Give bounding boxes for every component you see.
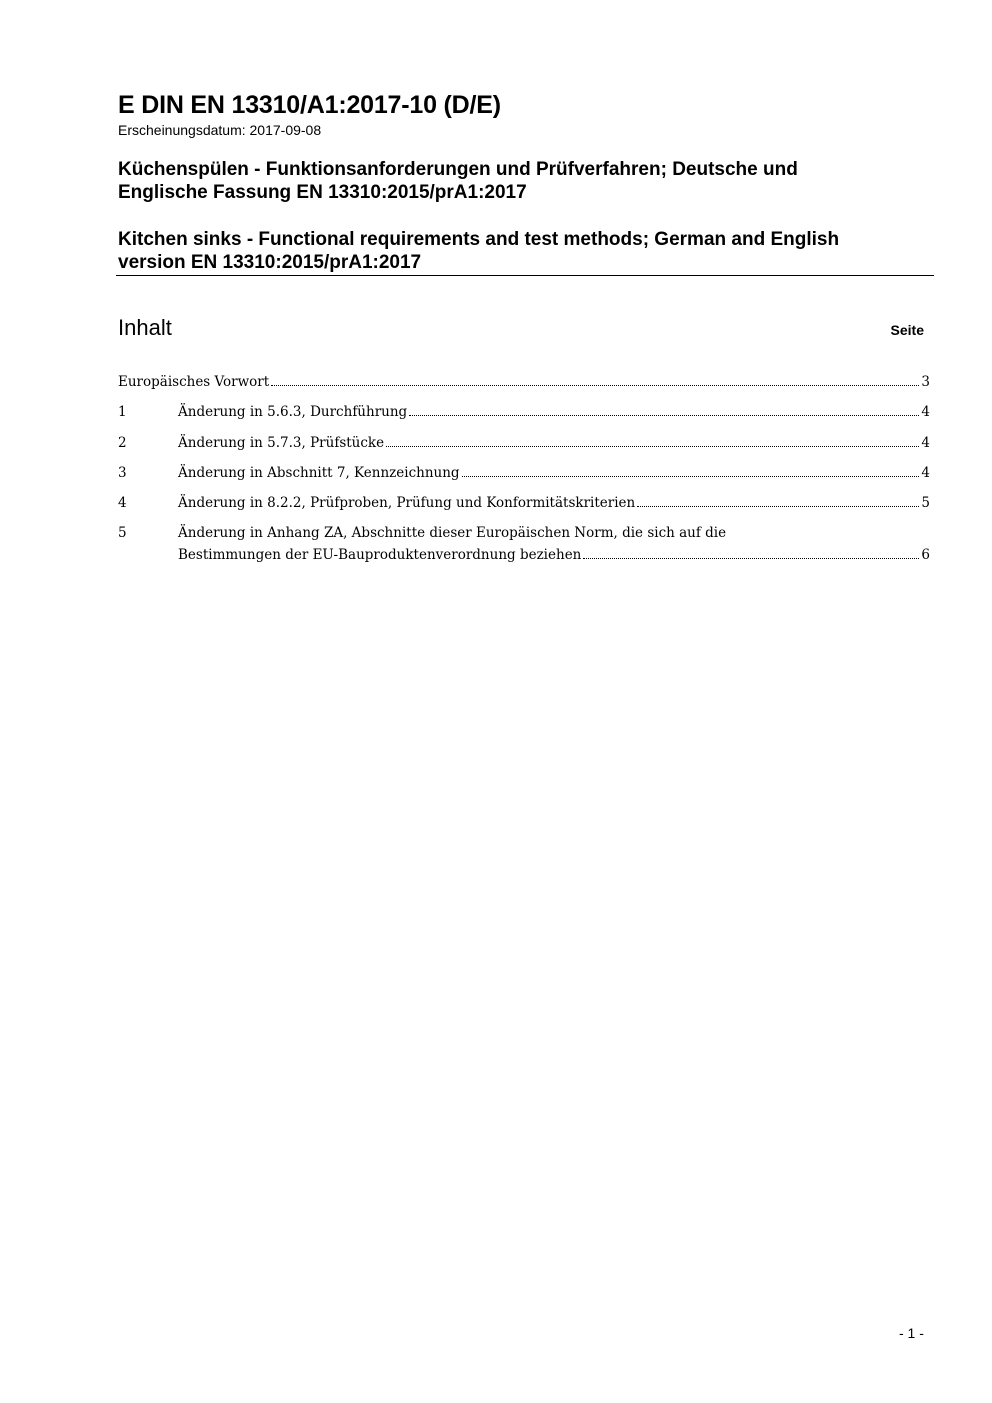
toc-entry-text: Änderung in 8.2.2, Prüfproben, Prüfung und Konformitätskriterien [178, 495, 636, 511]
toc-entry-text: Änderung in 5.7.3, Prüfstücke [178, 435, 385, 451]
toc-entry-foreword[interactable] [118, 371, 930, 393]
toc-entry-number: 1 [118, 404, 127, 420]
toc-entry-2[interactable] [118, 432, 930, 454]
toc-entry-text: Änderung in 5.6.3, Durchführung [178, 404, 408, 420]
toc-entry-page: 4 [921, 465, 930, 481]
toc-leader [462, 476, 920, 477]
toc-entry-page: 4 [921, 435, 930, 451]
toc-leader [271, 385, 919, 386]
page-number: - 1 - [899, 1325, 924, 1341]
toc-entry-5[interactable] [118, 522, 930, 566]
english-title-line-1: Kitchen sinks - Functional requirements and test methods; German and English [118, 229, 840, 250]
german-title-line-2: Englische Fassung EN 13310:2015/prA1:2017 [118, 182, 527, 203]
toc-leader [386, 446, 919, 447]
toc-entry-number: 5 [118, 525, 127, 541]
header-rule [116, 275, 934, 276]
toc-entry-1[interactable] [118, 401, 930, 423]
toc-entry-page: 6 [921, 547, 930, 563]
german-title [118, 158, 918, 204]
publication-date: Erscheinungsdatum: 2017-09-08 [118, 122, 322, 138]
toc-entry-text-line-2: Bestimmungen der EU-Bauproduktenverordnung beziehen [178, 547, 582, 563]
toc-heading: Inhalt [118, 315, 172, 340]
document-title: E DIN EN 13310/A1:2017-10 (D/E) [118, 91, 501, 119]
toc-entry-text: Änderung in Abschnitt 7, Kennzeichnung [178, 465, 460, 481]
english-title-line-2: version EN 13310:2015/prA1:2017 [118, 252, 422, 273]
toc-entry-page: 3 [921, 374, 930, 390]
toc-entry-number: 4 [118, 495, 127, 511]
german-title-line-1: Küchenspülen - Funktionsanforderungen und Prüfverfahren; Deutsche und [118, 159, 798, 180]
toc-leader [583, 558, 919, 559]
toc-entry-number: 2 [118, 435, 127, 451]
toc-entry-3[interactable] [118, 462, 930, 484]
toc-leader [637, 506, 919, 507]
toc-entry-text-line-1: Änderung in Anhang ZA, Abschnitte dieser Europäischen Norm, die sich auf die [178, 525, 727, 541]
toc-entry-4[interactable] [118, 492, 930, 514]
toc-page-column-heading: Seite [890, 322, 924, 338]
toc-entry-page: 5 [921, 495, 930, 511]
toc-entry-page: 4 [921, 404, 930, 420]
english-title [118, 228, 918, 274]
toc-entry-text: Europäisches Vorwort [118, 374, 270, 390]
toc-leader [409, 415, 919, 416]
toc-entry-number: 3 [118, 465, 127, 481]
